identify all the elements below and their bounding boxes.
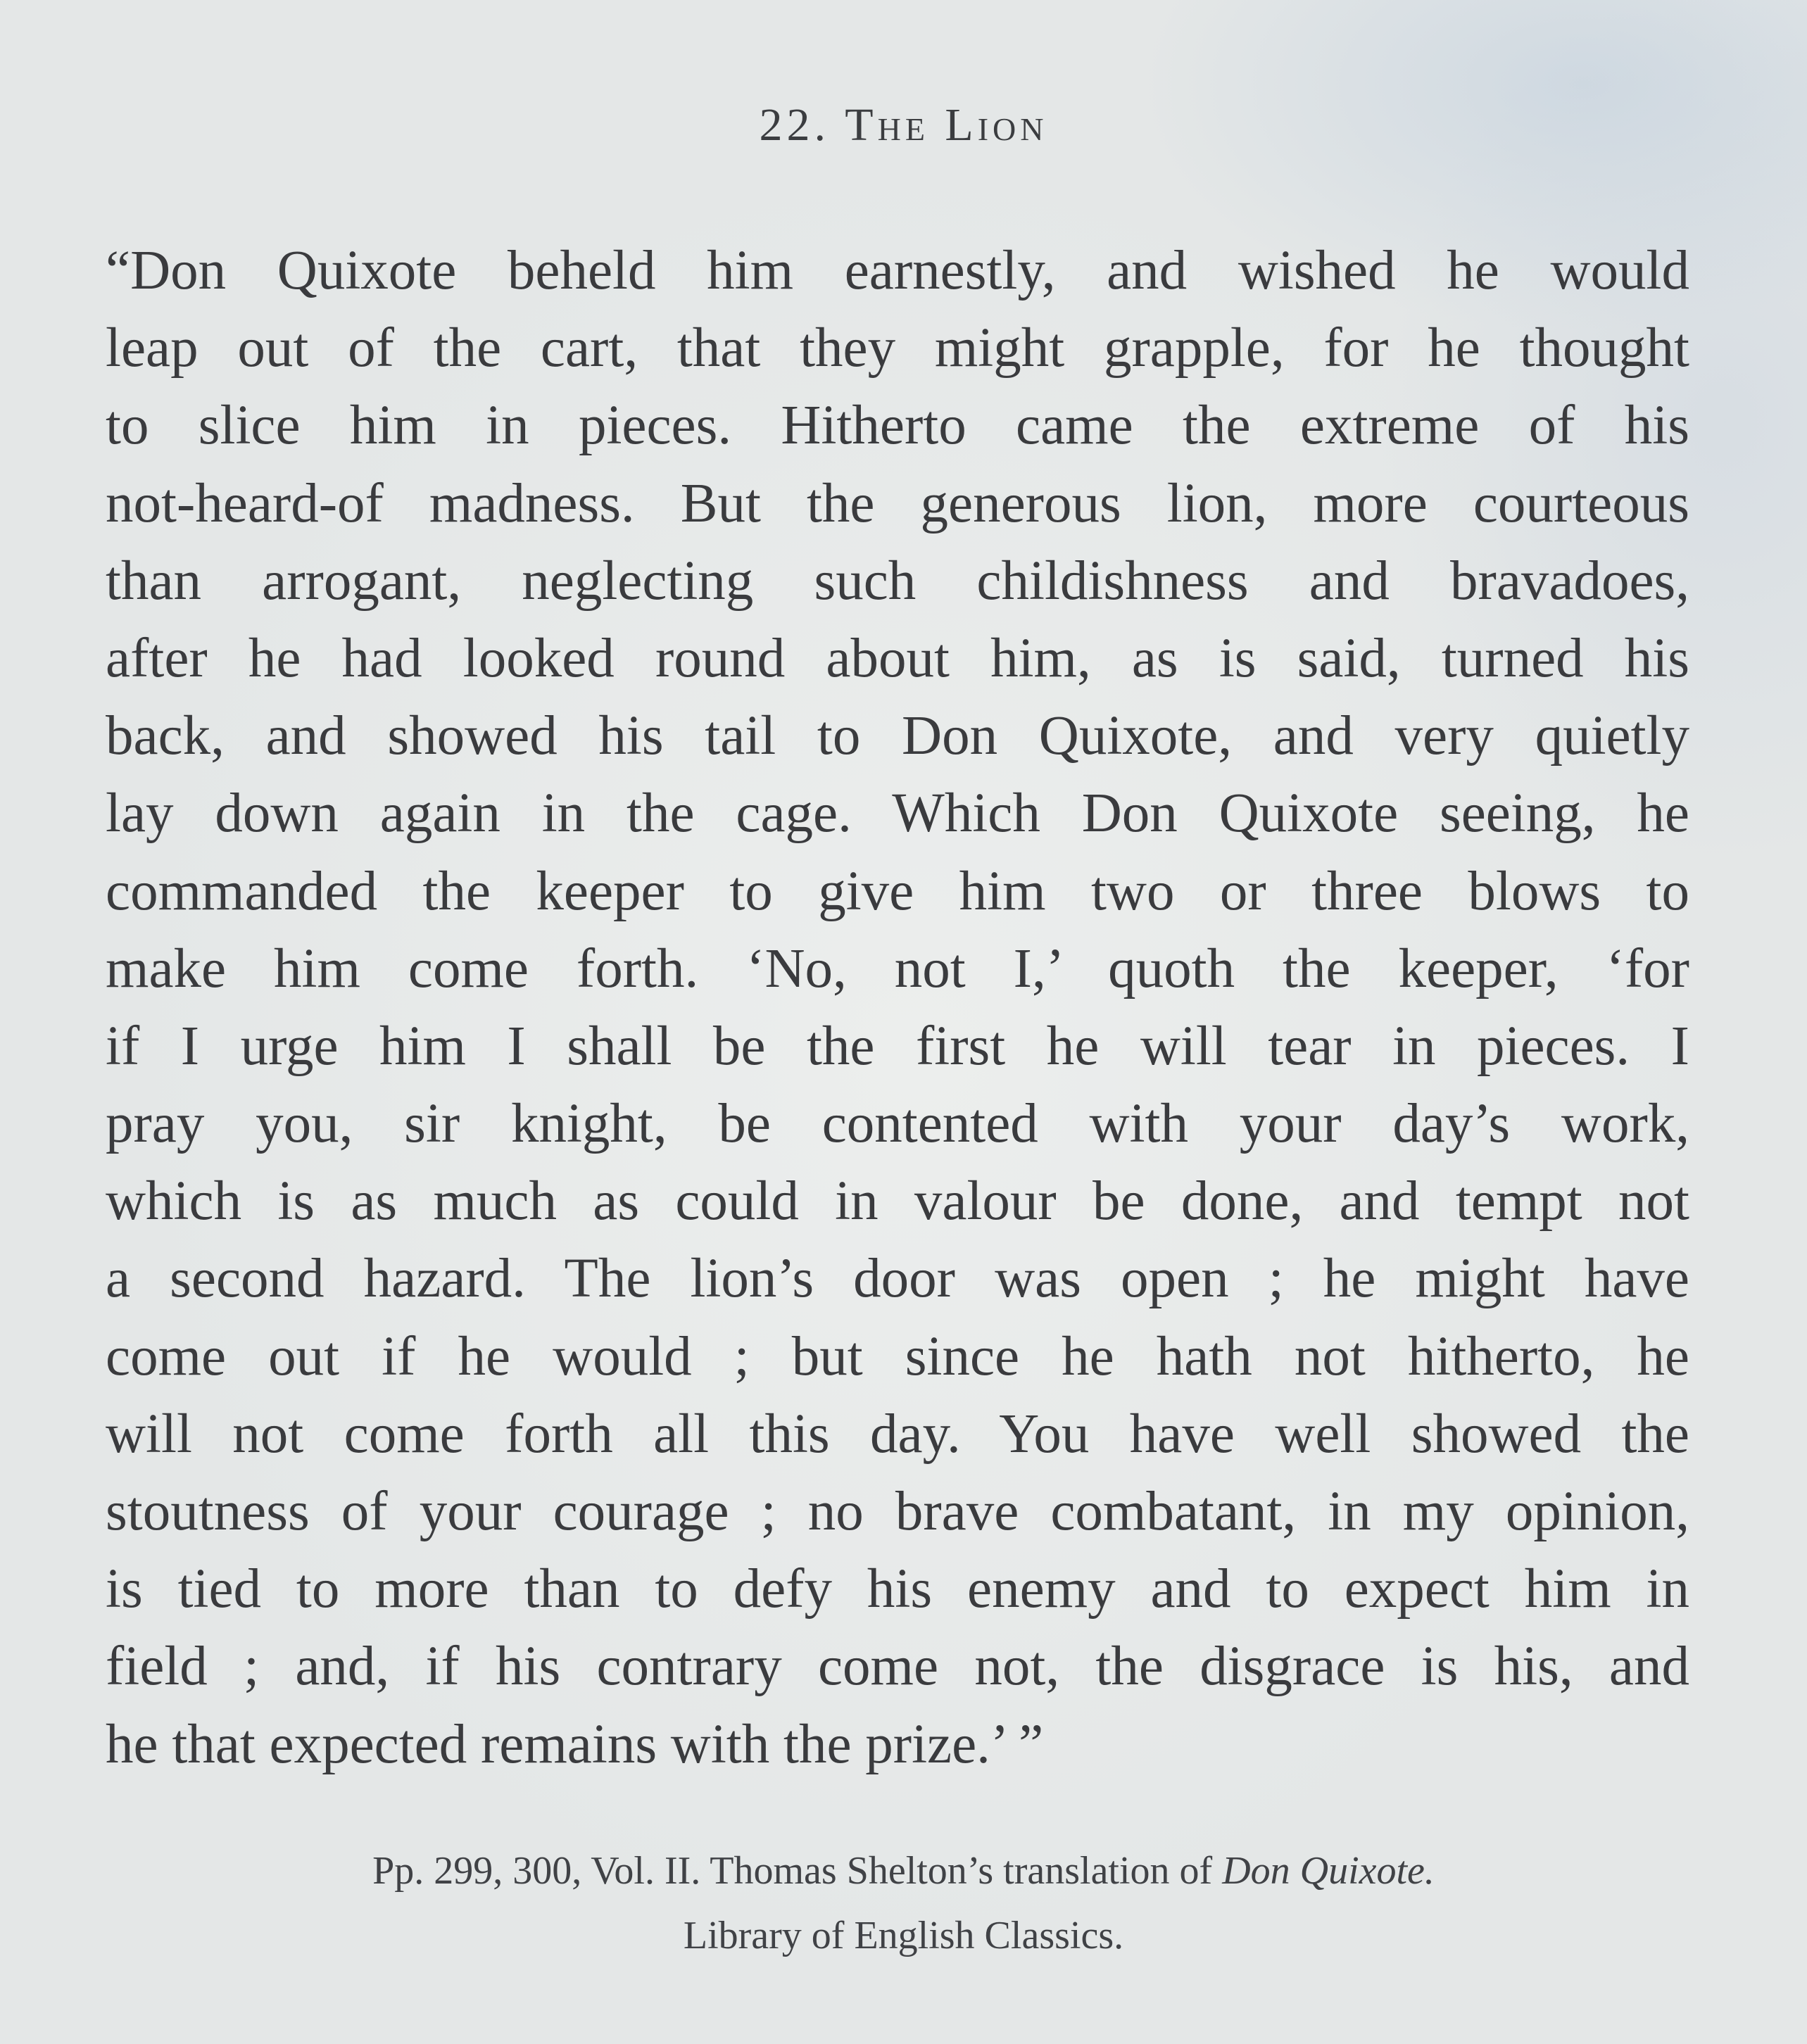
passage-line: back, and showed his tail to Don Quixote, and very quietly	[106, 705, 1689, 767]
passage-line: which is as much as could in valour be done, and tempt not	[106, 1171, 1689, 1232]
passage-line: come out if he would ; but since he hath not hitherto, he	[106, 1325, 1689, 1387]
passage-line: a second hazard. The lion’s door was open ; he might have	[106, 1248, 1689, 1310]
citation-book-title: Don Quixote.	[1222, 1849, 1435, 1893]
passage-line: “Don Quixote beheld him earnestly, and wished he would	[106, 240, 1689, 301]
passage-line: after he had looked round about him, as is said, turned his	[106, 627, 1689, 689]
citation-line-1	[0, 1838, 1807, 1903]
passage-line: will not come forth all this day. You have well showed the	[106, 1403, 1689, 1465]
passage-line: make him come forth. ‘No, not I,’ quoth the keeper, ‘for	[106, 938, 1689, 999]
chapter-heading: 22. The Lion	[759, 99, 1048, 151]
citation-series: Library of English Classics.	[683, 1914, 1124, 1957]
passage-line: he that expected remains with the prize.’ ”	[106, 1713, 1044, 1775]
passage-line: if I urge him I shall be the first he will tear in pieces. I	[106, 1015, 1689, 1077]
passage-line: lay down again in the cage. Which Don Quixote seeing, he	[106, 783, 1689, 845]
passage-line: to slice him in pieces. Hitherto came the extreme of his	[106, 395, 1689, 457]
passage-line: than arrogant, neglecting such childishness and bravadoes,	[106, 550, 1689, 612]
passage-line: not-heard-of madness. But the generous lion, more courteous	[106, 472, 1689, 534]
citation-reference: Pp. 299, 300, Vol. II. Thomas Shelton’s translation of	[372, 1849, 1223, 1893]
passage-line: field ; and, if his contrary come not, the disgrace is his, and	[106, 1636, 1689, 1698]
passage-line: leap out of the cart, that they might grapple, for he thought	[106, 317, 1689, 379]
passage-line: commanded the keeper to give him two or three blows to	[106, 860, 1689, 922]
passage-line: pray you, sir knight, be contented with your day’s work,	[106, 1093, 1689, 1155]
source-citation	[0, 1838, 1807, 1968]
passage-line: is tied to more than to defy his enemy and to expect him in	[106, 1558, 1689, 1620]
quoted-passage	[106, 232, 1689, 1784]
passage-line: stoutness of your courage ; no brave combatant, in my opinion,	[106, 1481, 1689, 1542]
